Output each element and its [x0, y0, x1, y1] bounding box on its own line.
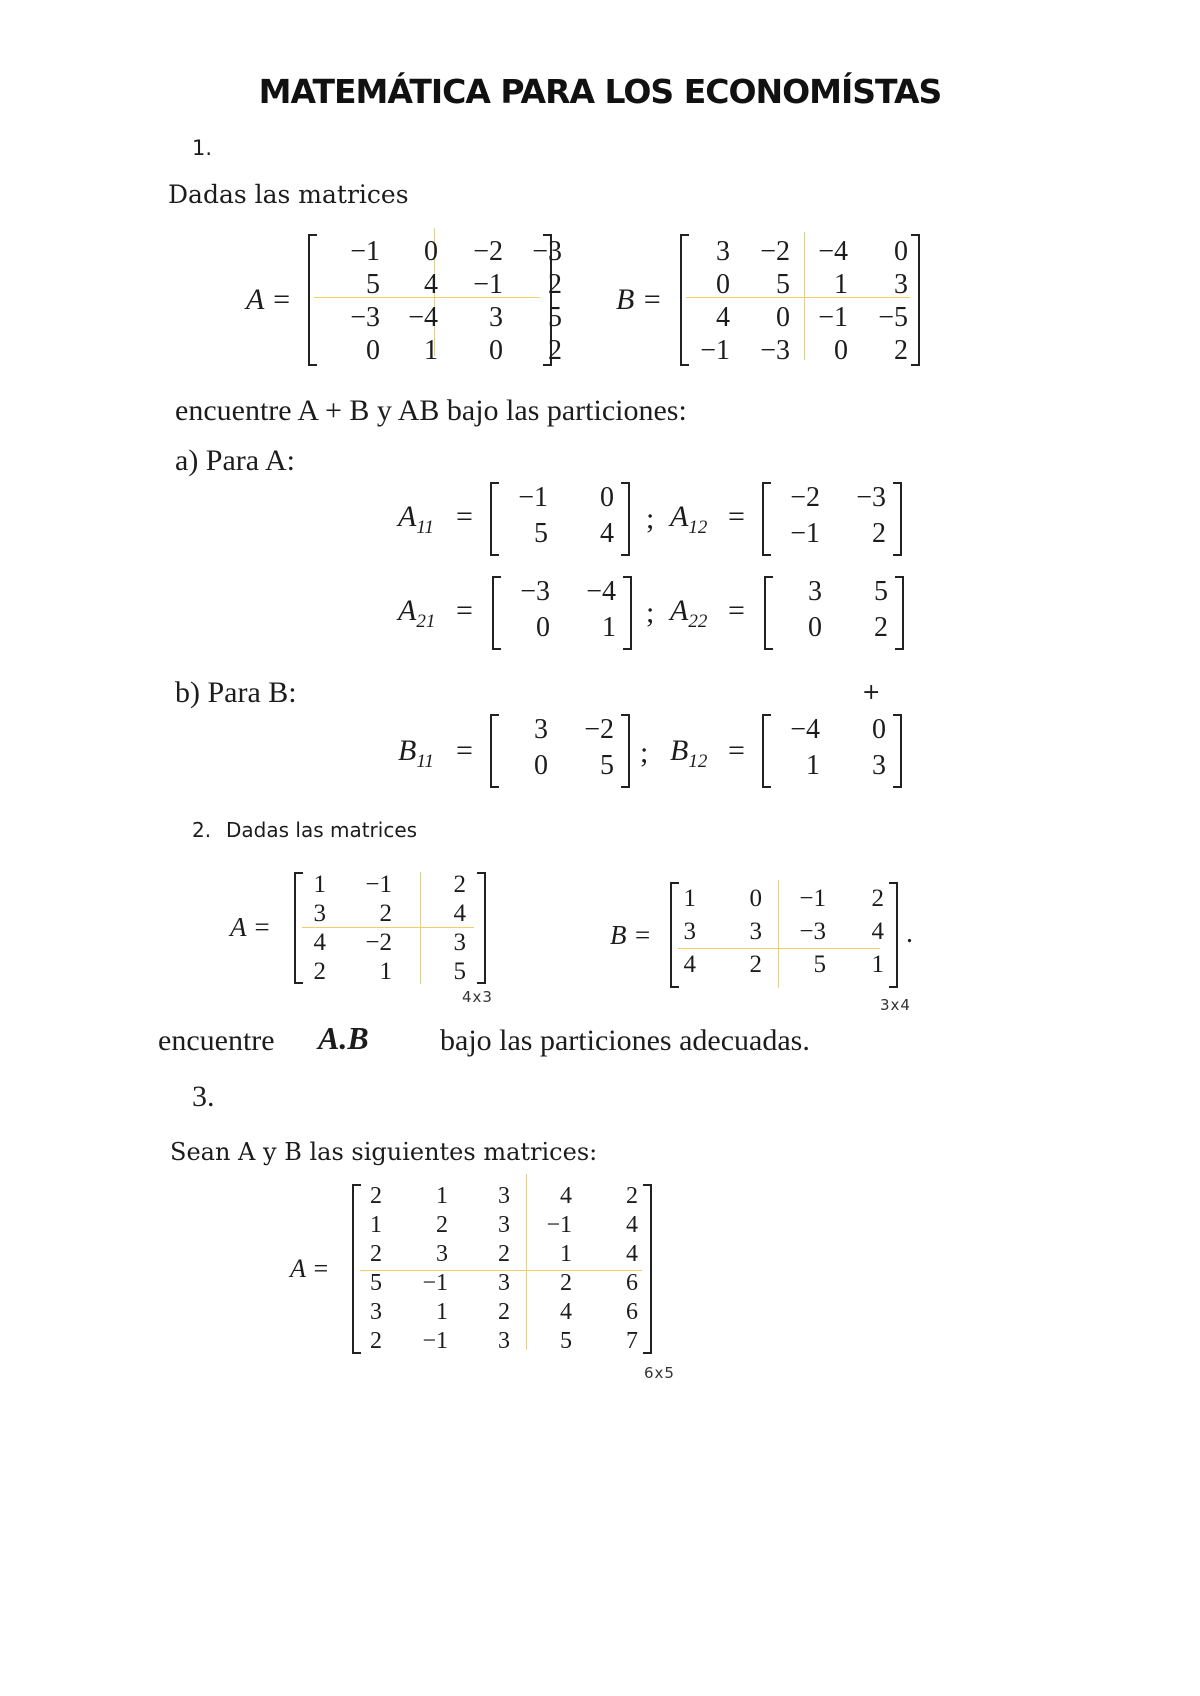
problem-2-task-expression: A.B	[318, 1020, 369, 1056]
matrix-cell: 2	[453, 871, 466, 898]
a12-equals: =	[728, 500, 745, 533]
matrix-cell: −1	[422, 1328, 448, 1354]
matrix-cell: −2	[760, 236, 790, 267]
problem-3-number: 3.	[192, 1080, 215, 1113]
matrix-cell: −1	[818, 302, 848, 333]
matrix-cell: 0	[536, 612, 550, 643]
p1-label-a: A =	[246, 283, 292, 316]
matrix-cell: 0	[776, 302, 790, 333]
matrix-cell: −4	[408, 302, 438, 333]
problem-2-number: 2.	[192, 818, 212, 842]
a11-matrix	[490, 482, 630, 556]
right-bracket	[643, 1184, 652, 1354]
a11-label: $A_{11}$	[398, 500, 434, 538]
b12-label: $B_{12}$	[670, 734, 708, 772]
matrix-cell: 1	[313, 871, 326, 898]
matrix-cell: 0	[808, 612, 822, 643]
matrix-cell: 2	[313, 958, 326, 985]
matrix-cell: 0	[834, 335, 848, 366]
plus-mark: +	[862, 680, 881, 705]
a11-equals: =	[456, 500, 473, 533]
p2-matrix-a	[294, 872, 486, 984]
period: .	[906, 918, 913, 949]
matrix-cell: 6	[626, 1299, 638, 1325]
matrix-cell: 1	[683, 885, 696, 912]
a21-label: $A_{21}$	[398, 594, 436, 632]
matrix-cell: 3	[683, 918, 696, 945]
p2-label-b: B =	[610, 920, 652, 950]
matrix-cell: 4	[871, 918, 884, 945]
matrix-cell: 3	[489, 302, 503, 333]
matrix-cell: 2	[548, 269, 562, 300]
problem-1-part-a: a) Para A:	[175, 444, 295, 477]
matrix-cell: −2	[584, 714, 614, 745]
matrix-cell: −3	[856, 482, 886, 513]
matrix-cell: −2	[365, 929, 392, 956]
a21-equals: =	[456, 594, 473, 627]
matrix-cell: 5	[370, 1270, 382, 1296]
matrix-cell: −4	[586, 576, 616, 607]
b12-matrix	[762, 714, 902, 788]
matrix-cell: 4	[313, 929, 326, 956]
matrix-cell: 0	[894, 236, 908, 267]
right-bracket	[893, 714, 902, 788]
matrix-cell: 3	[436, 1241, 448, 1267]
left-bracket	[762, 714, 771, 788]
matrix-cell: −3	[520, 576, 550, 607]
matrix-cell: 3	[498, 1328, 510, 1354]
matrix-cell: −2	[790, 482, 820, 513]
matrix-cell: 4	[683, 951, 696, 978]
page-title: MATEMÁTICA PARA LOS ECONOMÍSTAS	[258, 72, 942, 111]
a22-label: $A_{22}$	[670, 594, 708, 632]
right-bracket	[477, 872, 486, 984]
matrix-cell: 1	[871, 951, 884, 978]
left-bracket	[762, 482, 771, 556]
right-bracket	[911, 234, 920, 366]
matrix-cell: 2	[560, 1270, 572, 1296]
matrix-cell: 5	[874, 576, 888, 607]
matrix-cell: −1	[518, 482, 548, 513]
matrix-cell: 2	[498, 1299, 510, 1325]
matrix-cell: −3	[760, 335, 790, 366]
p2-matrix-b	[670, 882, 898, 988]
matrix-cell: 1	[436, 1299, 448, 1325]
matrix-cell: 3	[872, 750, 886, 781]
right-bracket	[889, 882, 898, 988]
matrix-cell: −1	[790, 518, 820, 549]
matrix-cell: 4	[453, 900, 466, 927]
matrix-cell: −1	[799, 885, 826, 912]
note-dimension-a: 4x3	[462, 988, 493, 1006]
partition-line-horizontal	[302, 927, 474, 928]
problem-1-part-b: b) Para B:	[175, 676, 297, 709]
matrix-cell: 5	[776, 269, 790, 300]
matrix-cell: −3	[532, 236, 562, 267]
matrix-cell: 4	[626, 1241, 638, 1267]
matrix-cell: −3	[350, 302, 380, 333]
matrix-cell: 0	[366, 335, 380, 366]
p1-matrix-a	[308, 234, 562, 366]
left-bracket	[490, 714, 499, 788]
matrix-cell: −1	[350, 236, 380, 267]
matrix-cell: 3	[894, 269, 908, 300]
p1-matrix-b	[680, 234, 920, 366]
problem-1-number: 1.	[192, 136, 213, 160]
matrix-cell: 4	[560, 1183, 572, 1209]
right-bracket	[623, 576, 632, 650]
problem-1-task: encuentre A + B y AB bajo las particiones:	[175, 394, 687, 427]
matrix-cell: 0	[749, 885, 762, 912]
partition-line-horizontal	[678, 948, 880, 949]
matrix-cell: 5	[534, 518, 548, 549]
problem-1-intro: Dadas las matrices	[168, 180, 409, 209]
matrix-cell: 3	[534, 714, 548, 745]
matrix-cell: 5	[453, 958, 466, 985]
partition-line-vertical	[526, 1174, 527, 1350]
matrix-cell: −4	[790, 714, 820, 745]
matrix-cell: −3	[799, 918, 826, 945]
a12-label: $A_{12}$	[670, 500, 708, 538]
matrix-cell: 0	[872, 714, 886, 745]
matrix-cell: 2	[626, 1183, 638, 1209]
matrix-cell: −5	[878, 302, 908, 333]
b12-equals: =	[728, 734, 745, 767]
matrix-cell: −1	[546, 1212, 572, 1238]
matrix-cell: 4	[560, 1299, 572, 1325]
matrix-cell: 1	[806, 750, 820, 781]
left-bracket	[670, 882, 679, 988]
matrix-cell: 2	[370, 1328, 382, 1354]
left-bracket	[764, 576, 773, 650]
left-bracket	[492, 576, 501, 650]
b11-label: $B_{11}$	[398, 734, 434, 772]
matrix-cell: 4	[626, 1212, 638, 1238]
matrix-cell: 2	[370, 1241, 382, 1267]
p2-label-a: A =	[230, 912, 271, 942]
right-bracket	[621, 714, 630, 788]
matrix-cell: 3	[453, 929, 466, 956]
matrix-cell: 3	[716, 236, 730, 267]
matrix-cell: 1	[834, 269, 848, 300]
matrix-cell: 1	[602, 612, 616, 643]
matrix-cell: 2	[874, 612, 888, 643]
matrix-cell: 5	[600, 750, 614, 781]
matrix-cell: 6	[626, 1270, 638, 1296]
matrix-cell: 2	[498, 1241, 510, 1267]
matrix-cell: 2	[379, 900, 392, 927]
a22-equals: =	[728, 594, 745, 627]
matrix-cell: 2	[871, 885, 884, 912]
separator: ;	[646, 502, 655, 535]
matrix-cell: 0	[600, 482, 614, 513]
matrix-cell: −1	[473, 269, 503, 300]
left-bracket	[680, 234, 689, 366]
matrix-cell: 1	[424, 335, 438, 366]
partition-line-vertical	[804, 232, 805, 360]
b11-equals: =	[456, 734, 473, 767]
matrix-cell: −2	[473, 236, 503, 267]
matrix-cell: 5	[366, 269, 380, 300]
matrix-cell: 1	[560, 1241, 572, 1267]
left-bracket	[352, 1184, 361, 1354]
matrix-cell: 2	[436, 1212, 448, 1238]
p3-label-a: A =	[290, 1254, 330, 1283]
partition-line-vertical	[420, 872, 421, 984]
matrix-cell: 2	[749, 951, 762, 978]
a21-matrix	[492, 576, 632, 650]
left-bracket	[308, 234, 317, 366]
problem-2-task-suffix: bajo las particiones adecuadas.	[440, 1024, 810, 1057]
matrix-cell: −1	[422, 1270, 448, 1296]
b11-matrix	[490, 714, 630, 788]
matrix-cell: 0	[534, 750, 548, 781]
matrix-cell: 7	[626, 1328, 638, 1354]
matrix-cell: −4	[818, 236, 848, 267]
p3-matrix-a	[352, 1184, 652, 1354]
left-bracket	[490, 482, 499, 556]
problem-2-intro: Dadas las matrices	[226, 818, 418, 842]
matrix-cell: 3	[749, 918, 762, 945]
matrix-cell: −1	[700, 335, 730, 366]
matrix-cell: 1	[370, 1212, 382, 1238]
matrix-cell: 2	[894, 335, 908, 366]
matrix-cell: −1	[365, 871, 392, 898]
matrix-cell: 3	[498, 1270, 510, 1296]
matrix-cell: 2	[872, 518, 886, 549]
a12-matrix	[762, 482, 902, 556]
matrix-cell: 1	[379, 958, 392, 985]
matrix-cell: 4	[424, 269, 438, 300]
right-bracket	[893, 482, 902, 556]
separator: ;	[646, 596, 655, 629]
matrix-cell: 5	[548, 302, 562, 333]
matrix-cell: 2	[370, 1183, 382, 1209]
matrix-cell: 0	[424, 236, 438, 267]
matrix-cell: 4	[716, 302, 730, 333]
separator: ;	[640, 736, 649, 769]
matrix-cell: 1	[436, 1183, 448, 1209]
problem-3-intro: Sean A y B las siguientes matrices:	[170, 1138, 598, 1166]
left-bracket	[294, 872, 303, 984]
matrix-cell: 3	[498, 1183, 510, 1209]
matrix-cell: 0	[489, 335, 503, 366]
right-bracket	[621, 482, 630, 556]
p1-label-b: B =	[616, 283, 663, 316]
note-dimension-a: 6x5	[644, 1364, 675, 1382]
matrix-cell: 3	[808, 576, 822, 607]
matrix-cell: 3	[498, 1212, 510, 1238]
matrix-cell: 3	[370, 1299, 382, 1325]
matrix-cell: 0	[716, 269, 730, 300]
matrix-cell: 5	[560, 1328, 572, 1354]
matrix-cell: 5	[813, 951, 826, 978]
note-dimension-b: 3x4	[880, 996, 911, 1014]
matrix-cell: 4	[600, 518, 614, 549]
a22-matrix	[764, 576, 904, 650]
matrix-cell: 3	[313, 900, 326, 927]
partition-line-vertical	[778, 880, 779, 988]
right-bracket	[895, 576, 904, 650]
matrix-cell: 2	[548, 335, 562, 366]
problem-2-task-prefix: encuentre	[158, 1024, 275, 1057]
